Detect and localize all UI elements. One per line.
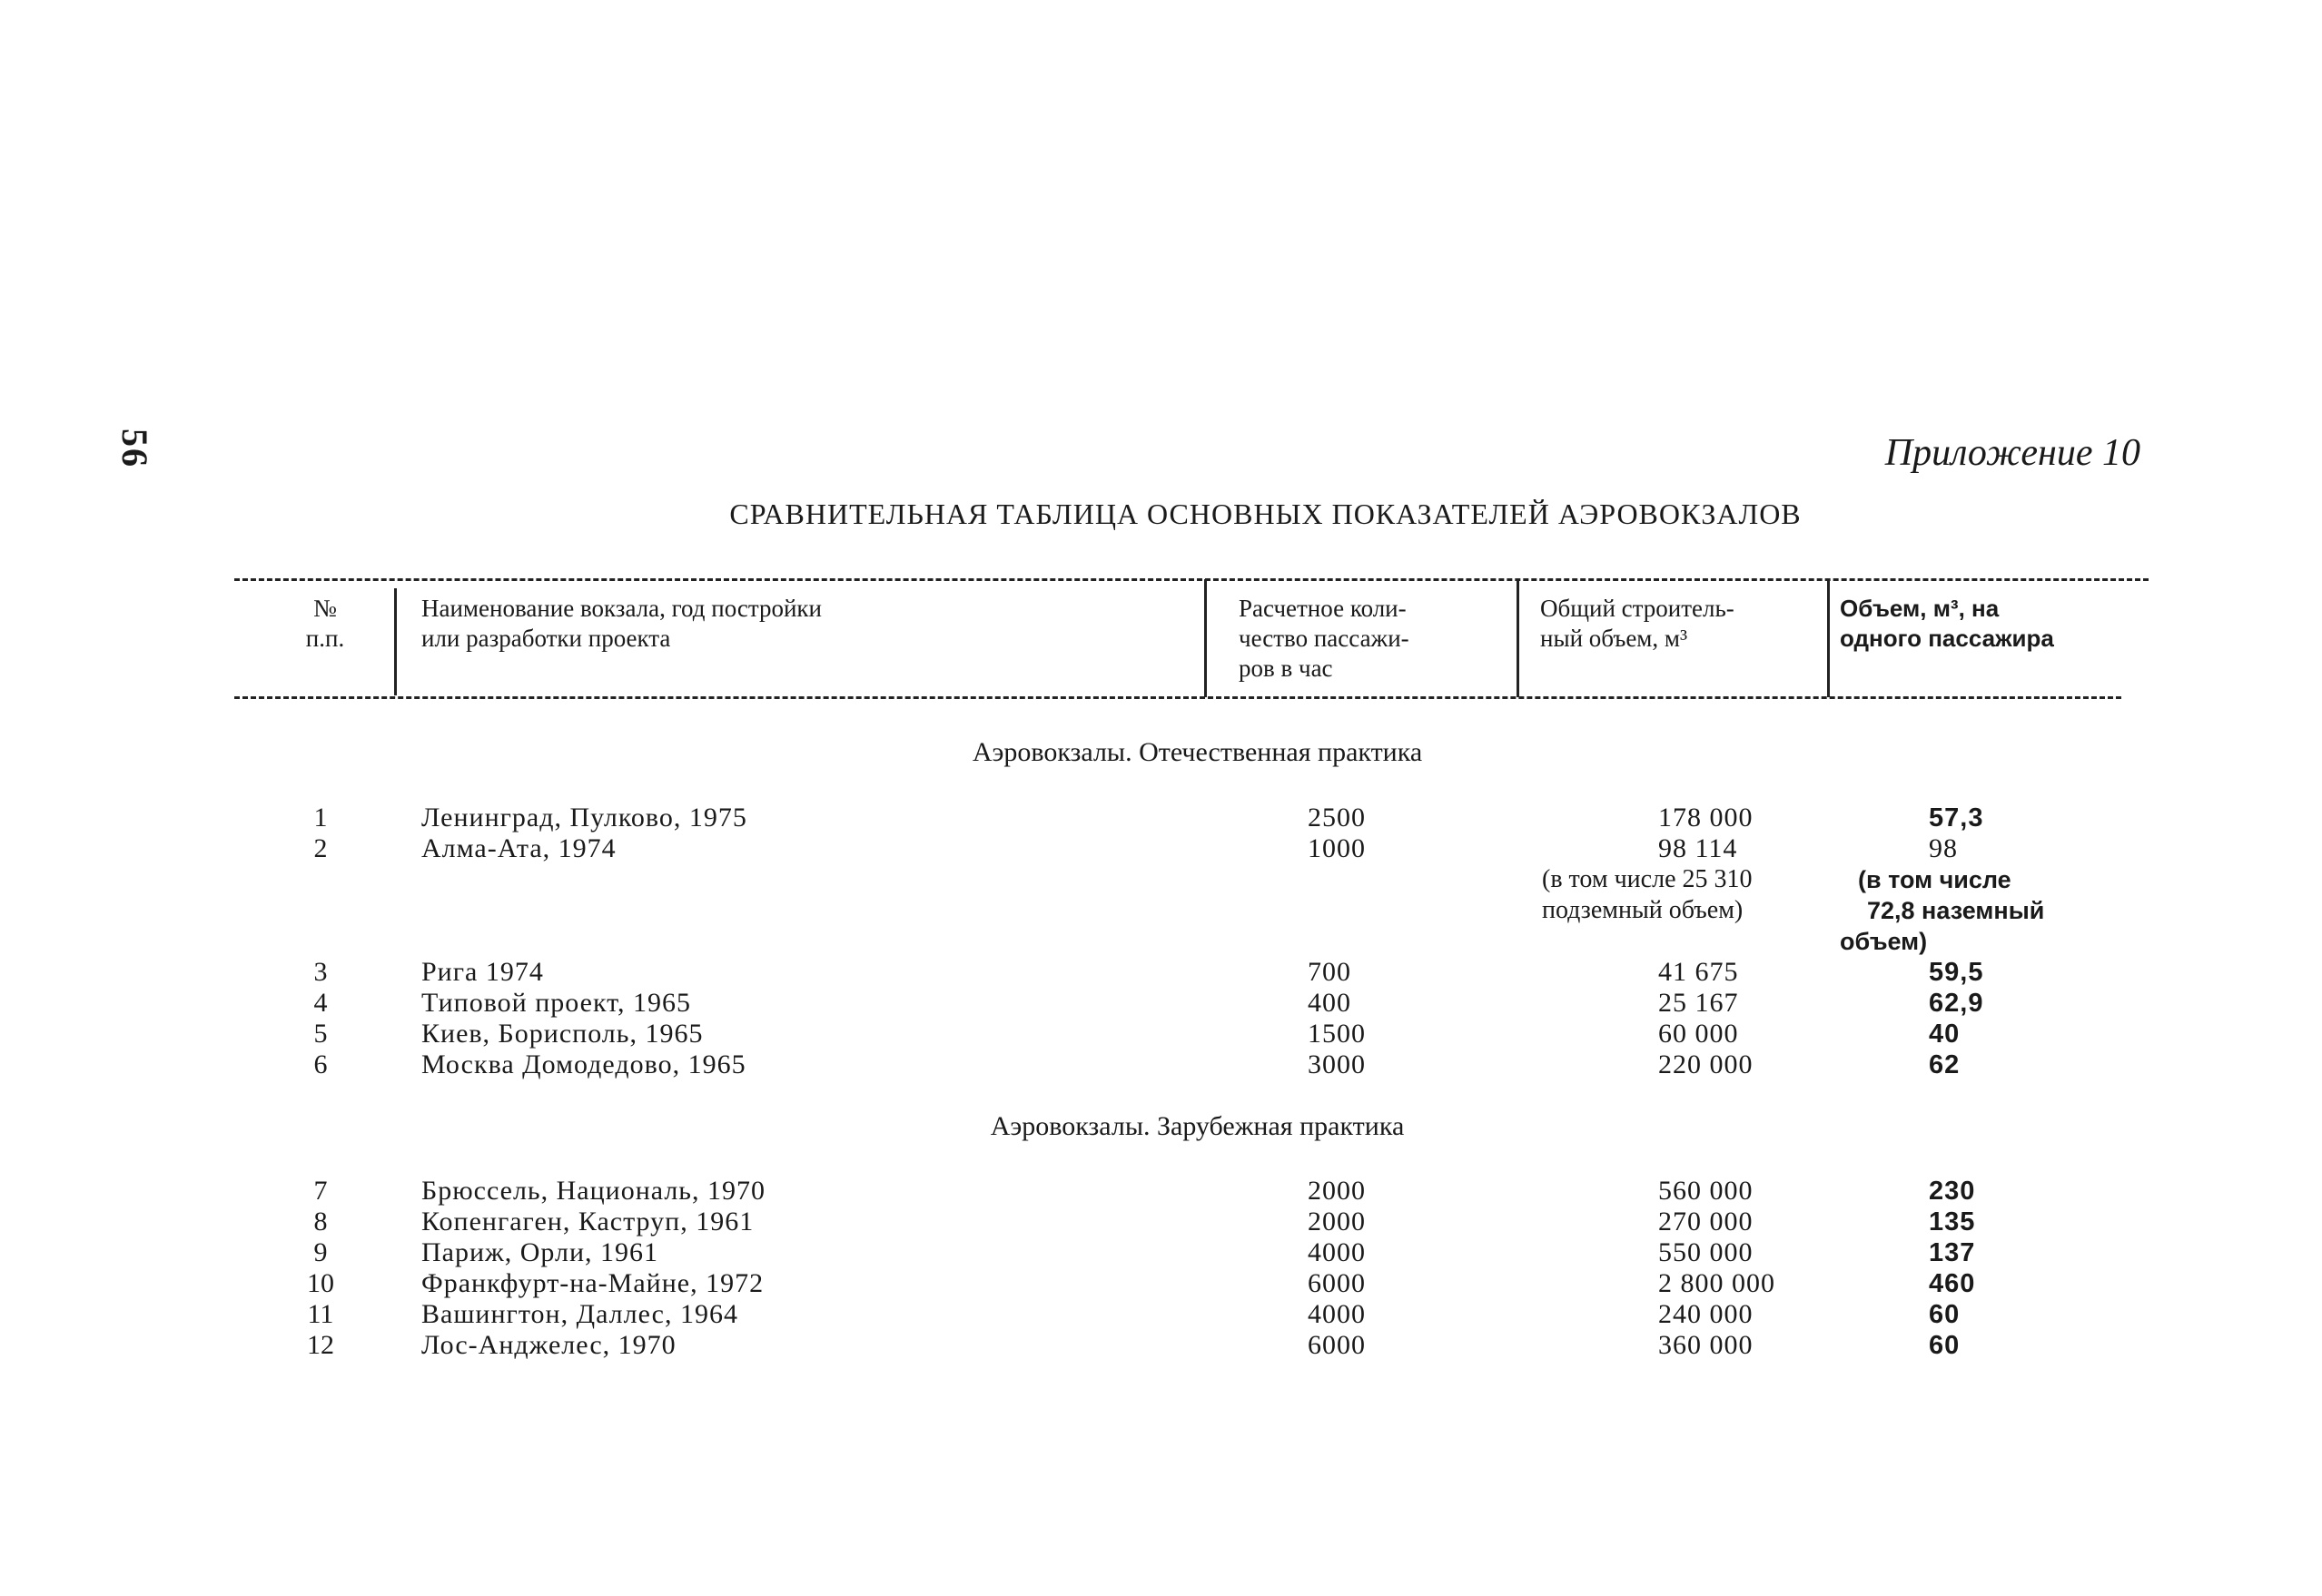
table-row: 12 Лос-Анджелес, 1970 6000 360 000 60 <box>307 1330 1961 1360</box>
table-title: СРАВНИТЕЛЬНАЯ ТАБЛИЦА ОСНОВНЫХ ПОКАЗАТЕЛЕЙ АЭРОВОКЗАЛОВ <box>729 498 1802 530</box>
header-volume: Общий строитель- ный объем, м³ <box>1540 595 1734 652</box>
table-row: 3 Рига 1974 700 41 675 59,5 <box>313 957 1984 987</box>
table-row: 1 Ленинград, Пулково, 1975 2500 178 000 57,3 <box>313 803 1984 832</box>
header-num: № п.п. <box>305 595 345 652</box>
header-name: Наименование вокзала, год постройки или разработки проекта <box>421 595 822 652</box>
header-divider-2 <box>1204 579 1207 697</box>
header-top-rule <box>234 578 2149 581</box>
header-divider-3 <box>1517 579 1519 697</box>
header-volume-per-passenger: Объем, м³, на одного пассажира <box>1840 595 2054 652</box>
table-row: 4 Типовой проект, 1965 400 25 167 62,9 <box>313 988 1984 1018</box>
table-row: 7 Брюссель, Националь, 1970 2000 560 000 230 <box>313 1176 1976 1206</box>
header-bottom-rule <box>234 696 2121 699</box>
header-pax: Расчетное коли- чество пассажи- ров в час <box>1239 595 1409 682</box>
table-row: 2 Алма-Ата, 1974 1000 98 114 98 <box>313 833 1958 863</box>
header-divider-4 <box>1827 579 1830 697</box>
table-row: 8 Копенгаген, Каструп, 1961 2000 270 000 135 <box>313 1207 1976 1236</box>
page-number: 56 <box>114 429 155 468</box>
table-row: 5 Киев, Борисполь, 1965 1500 60 000 40 <box>313 1019 1961 1049</box>
table-row: 9 Париж, Орли, 1961 4000 550 000 137 <box>313 1237 1976 1267</box>
section-title-foreign: Аэровокзалы. Зарубежная практика <box>990 1111 1405 1141</box>
section-title-domestic: Аэровокзалы. Отечественная практика <box>972 737 1423 767</box>
per-passenger-note: (в том числе 72,8 наземный объем) <box>1840 866 2045 955</box>
table-row: 11 Вашингтон, Даллес, 1964 4000 240 000 60 <box>307 1299 1961 1329</box>
table-row: 10 Франкфурт-на-Майне, 1972 6000 2 800 000 460 <box>307 1268 1976 1298</box>
volume-note: (в том числе 25 310 подземный объем) <box>1542 865 1753 924</box>
appendix-label: Приложение 10 <box>1884 432 2140 474</box>
table-row: 6 Москва Домодедово, 1965 3000 220 000 62 <box>313 1049 1961 1079</box>
header-divider-1 <box>394 588 397 695</box>
